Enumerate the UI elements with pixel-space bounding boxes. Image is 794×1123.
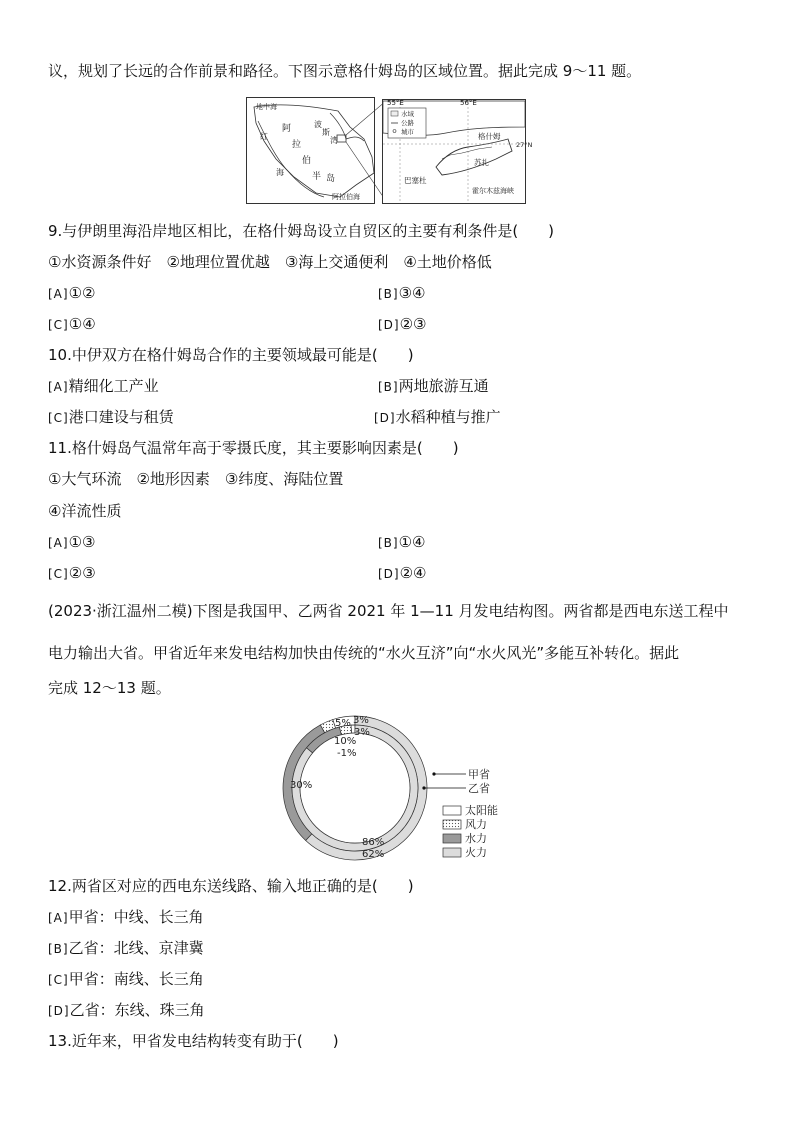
map-place-qeshm: 格什姆	[478, 132, 501, 141]
region-map	[246, 97, 533, 205]
map-label-sea: 海	[276, 168, 284, 177]
q12-option-c[interactable]: [C]甲省：南线、长三角	[48, 970, 204, 988]
legend-solar: 太阳能	[465, 804, 498, 817]
legend-wind: 风力	[465, 818, 487, 831]
label-outer-thermal: 62%	[362, 849, 385, 860]
map-label-arabian-sea: 阿拉伯海	[332, 193, 360, 201]
power-structure-ring-chart	[280, 708, 510, 868]
legend-city: 城市	[401, 128, 414, 136]
q11-items-2: ④洋流性质	[48, 502, 122, 520]
q11-items-1: ①大气环流 ②地形因素 ③纬度、海陆位置	[48, 470, 344, 488]
q12-option-d[interactable]: [D]乙省：东线、珠三角	[48, 1001, 205, 1019]
label-inner-solar: -1%	[337, 748, 357, 759]
legend-hydro: 水力	[465, 832, 487, 845]
q13-stem: 13.近年来，甲省发电结构转变有助于( )	[48, 1032, 339, 1050]
q9-option-d[interactable]: [D]②③	[378, 315, 427, 333]
q11-option-b[interactable]: [B]①④	[378, 533, 426, 551]
label-inner-hydro: 10%	[334, 736, 357, 747]
map-label-si: 斯	[322, 128, 330, 137]
map-label-ban: 半	[312, 172, 322, 182]
q10-stem: 10.中伊双方在格什姆岛合作的主要领域最可能是( )	[48, 346, 414, 364]
map-place-hormuz: 霍尔木兹海峡	[472, 187, 514, 195]
legend-hydro-swatch	[443, 834, 461, 843]
label-outer-solar: 5%	[335, 718, 351, 729]
legend-thermal: 火力	[465, 846, 487, 859]
map-label-mediterranean: 地中海	[256, 103, 277, 111]
legend-solar-swatch	[443, 806, 461, 815]
map-label-la: 拉	[292, 140, 302, 150]
label-inner-wind: 3%	[354, 727, 370, 738]
map-label-dao: 岛	[326, 174, 336, 184]
q9-stem: 9.与伊朗里海沿岸地区相比，在格什姆岛设立自贸区的主要有利条件是( )	[48, 222, 555, 240]
map-lon-55: 55°E	[387, 99, 404, 107]
map-label-po: 波	[314, 120, 322, 129]
q12-stem: 12.两省区对应的西电东送线路、输入地正确的是( )	[48, 877, 414, 895]
map-place-basaidu: 巴塞杜	[404, 176, 427, 185]
map-lat-27: 27°N	[516, 141, 533, 149]
legend-water-swatch	[391, 111, 398, 116]
q9-option-b[interactable]: [B]③④	[378, 284, 426, 302]
ring-label-yi: 乙省	[468, 782, 490, 795]
legend-road: 公路	[401, 119, 414, 127]
q11-option-d[interactable]: [D]②④	[378, 564, 427, 582]
q10-option-a[interactable]: [A]精细化工产业	[48, 377, 159, 395]
intro-text: 议，规划了长远的合作前景和路径。下图示意格什姆岛的区域位置。据此完成 9～11 题。	[48, 62, 642, 80]
label-outer-wind: 3%	[353, 715, 369, 726]
map-label-wan: 湾	[330, 136, 338, 145]
q11-stem: 11.格什姆岛气温常年高于零摄氏度，其主要影响因素是( )	[48, 439, 459, 457]
passage2-line3: 完成 12～13 题。	[48, 679, 171, 697]
q12-option-b[interactable]: [B]乙省：北线、京津冀	[48, 939, 204, 957]
map-lon-56: 56°E	[460, 99, 477, 107]
passage2-line1: (2023·浙江温州二模)下图是我国甲、乙两省 2021 年 1—11 月发电结构图。两省都是西电东送工程中	[48, 602, 729, 620]
q9-items: ①水资源条件好 ②地理位置优越 ③海上交通便利 ④土地价格低	[48, 253, 492, 271]
q11-option-c[interactable]: [C]②③	[48, 564, 96, 582]
q10-option-b[interactable]: [B]两地旅游互通	[378, 377, 489, 395]
q12-option-a[interactable]: [A]甲省：中线、长三角	[48, 908, 204, 926]
q9-option-a[interactable]: [A]①②	[48, 284, 96, 302]
legend-water: 水域	[401, 110, 414, 118]
map-label-red: 红	[260, 132, 268, 141]
map-place-suza: 苏扎	[474, 158, 489, 167]
q9-option-c[interactable]: [C]①④	[48, 315, 96, 333]
label-outer-hydro: 30%	[290, 780, 313, 791]
map-label-a: 阿	[282, 124, 292, 134]
label-inner-thermal: 86%	[362, 837, 385, 848]
q10-option-c[interactable]: [C]港口建设与租赁	[48, 408, 174, 426]
ring-label-jia: 甲省	[468, 768, 490, 781]
q10-option-d[interactable]: [D]水稻种植与推广	[374, 408, 501, 426]
legend-thermal-swatch	[443, 848, 461, 857]
legend-wind-swatch	[443, 820, 461, 829]
passage2-line2: 电力输出大省。甲省近年来发电结构加快由传统的“水火互济”向“水火风光”多能互补转化。据此	[48, 644, 680, 662]
q11-option-a[interactable]: [A]①③	[48, 533, 96, 551]
map-label-bo: 伯	[302, 156, 312, 166]
